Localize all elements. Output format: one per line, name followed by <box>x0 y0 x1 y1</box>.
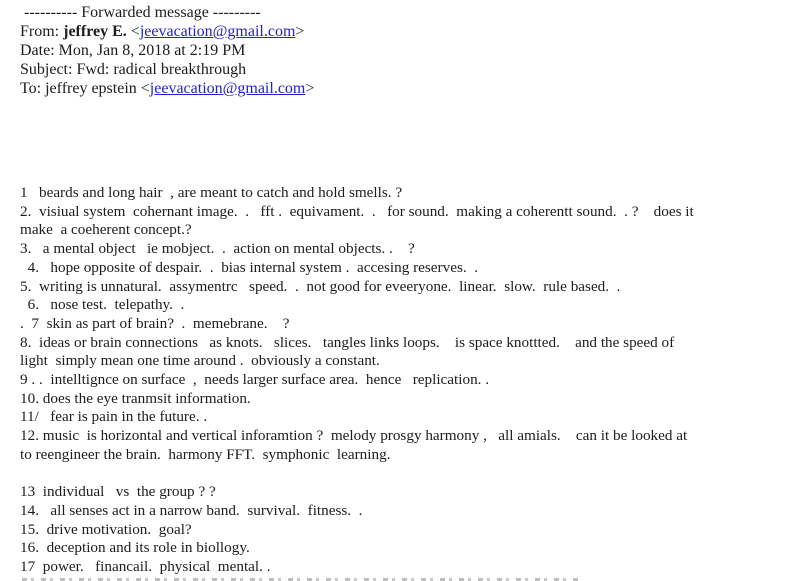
body-line-8: . 7 skin as part of brain? . memebrane. ? <box>20 314 290 332</box>
body-line-12: 10. does the eye tranmsit information. <box>20 389 251 407</box>
from-email-link[interactable]: jeevacation@gmail.com <box>139 23 296 40</box>
from-line <box>20 22 782 41</box>
body-line-18: 14. all senses act in a narrow band. survival. fitness. . <box>20 501 363 519</box>
to-line <box>20 79 782 98</box>
body-line-16 <box>20 465 782 484</box>
header-body-gap <box>0 98 792 184</box>
body-line-17: 13 individual vs the group ? ? <box>20 483 216 501</box>
body-line-10: light simply mean one time around . obviously a constant. <box>20 352 380 370</box>
body-line-9: 8. ideas or brain connections as knots. slices. tangles links loops. is space knottted. and the speed of <box>20 333 675 351</box>
to-angle-close: > <box>305 80 315 97</box>
body-line-20: 16. deception and its role in biollogy. <box>20 539 250 557</box>
date-line: Date: Mon, Jan 8, 2018 at 2:19 PM <box>20 42 246 59</box>
body-line-15: to reengineer the brain. harmony FFT. symphonic learning. <box>20 445 391 463</box>
to-label: To: jeffrey epstein < <box>20 80 150 97</box>
body-line-5: 4. hope opposite of despair. . bias internal system . accesing reserves. . <box>20 258 479 276</box>
body-line-4: 3. a mental object ie mobject. . action on mental objects. . ? <box>20 240 415 258</box>
from-name: jeffrey E. <box>63 23 127 40</box>
subject-line: Subject: Fwd: radical breakthrough <box>20 61 247 78</box>
body-line-14: 12. music is horizontal and vertical inforamtion ? melody prosgy harmony , all amials. can it be looked at <box>20 427 688 445</box>
forwarded-message-marker: ---------- Forwarded message --------- <box>24 4 261 21</box>
body-line-21: 17 power. financail. physical mental. . <box>20 558 271 576</box>
body-line-1: 1 beards and long hair , are meant to catch and hold smells. ? <box>20 184 403 201</box>
body-line-2: 2. visiual system cohernant image. . fft . equivament. . for sound. making a coherentt sound. . ? does it <box>20 202 694 220</box>
body-line-11: 9 . . intelltignce on surface , needs larger surface area. hence replication. . <box>20 371 490 389</box>
body-line-19: 15. drive motivation. goal? <box>20 520 192 538</box>
body-line-7: 6. nose test. telepathy. . <box>20 296 185 314</box>
from-label: From: <box>20 23 64 40</box>
body-line-13: 11/ fear is pain in the future. . <box>20 408 208 426</box>
body-line-3: make a coeherent concept.? <box>20 221 192 239</box>
to-email-link[interactable]: jeevacation@gmail.com <box>149 80 306 97</box>
from-angle-close: > <box>295 23 305 40</box>
email-body <box>0 184 792 581</box>
body-line-6: 5. writing is unnatural. assymentrc speed. . not good for eveeryone. linear. slow. rule based. . <box>20 277 621 295</box>
email-header <box>0 0 792 98</box>
from-angle-open: < <box>126 23 140 40</box>
